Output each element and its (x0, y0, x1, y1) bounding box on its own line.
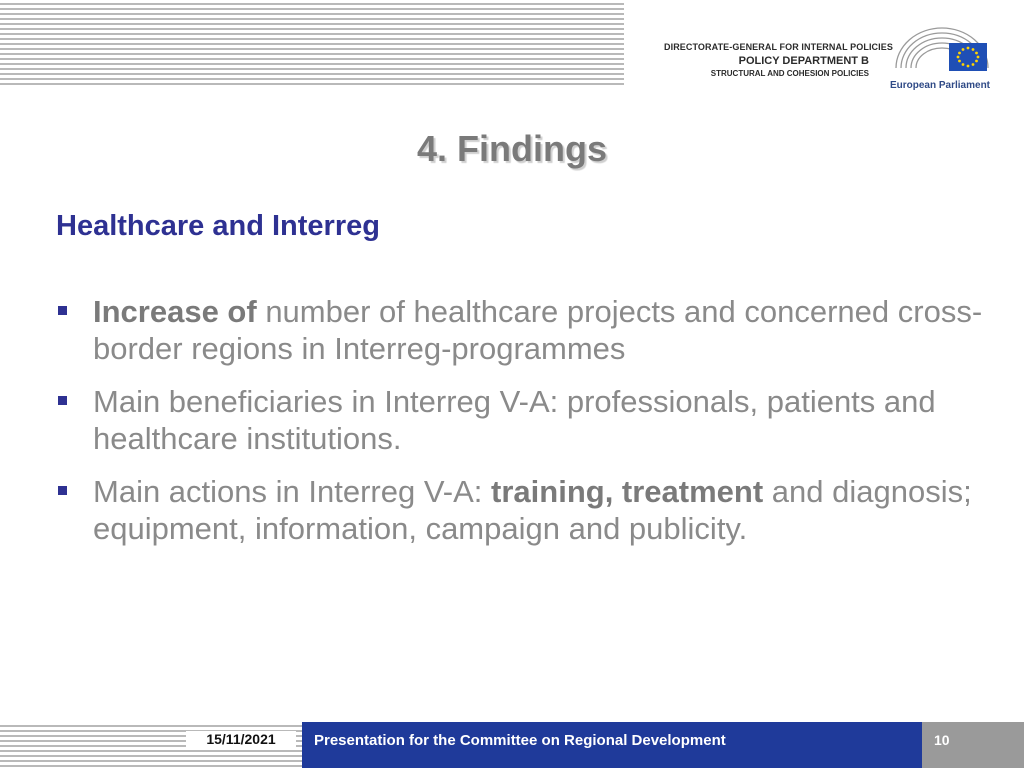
bullet-item (56, 293, 986, 367)
presentation-title: Presentation for the Committee on Regional Development (314, 732, 726, 749)
bullet-item (56, 473, 986, 547)
page-number: 10 (934, 732, 950, 748)
bullet-item (56, 383, 986, 457)
directorate-block (664, 42, 893, 78)
header-stripes (0, 0, 624, 86)
policy-department: POLICY DEPARTMENT B (738, 55, 869, 67)
bullet-square-icon (58, 306, 67, 315)
footer-bar (302, 722, 922, 768)
slide-title: 4. Findings (416, 128, 607, 169)
european-parliament-logo (888, 22, 992, 94)
bullet-text-suffix: and diagnosis; equipment, information, campaign and publicity. (93, 474, 972, 546)
bullet-text: number of healthcare projects and concerned cross-border regions in Interreg-programmes (93, 294, 983, 366)
directorate-name: DIRECTORATE-GENERAL FOR INTERNAL POLICIES (664, 42, 893, 52)
bullet-emphasis: training, treatment (491, 474, 764, 509)
slide-subtitle: Healthcare and Interreg (56, 210, 380, 242)
bullet-list (56, 293, 986, 563)
hemicycle-icon (892, 22, 992, 80)
bullet-emphasis: Increase of (93, 294, 257, 329)
footer-date: 15/11/2021 (186, 731, 296, 747)
bullet-square-icon (58, 396, 67, 405)
policy-area: STRUCTURAL AND COHESION POLICIES (710, 69, 869, 78)
logo-text: European Parliament (889, 80, 991, 91)
bullet-text-prefix: Main actions in Interreg V-A: (93, 474, 492, 509)
page-number-box (922, 722, 1024, 768)
bullet-square-icon (58, 486, 67, 495)
bullet-text: Main beneficiaries in Interreg V-A: professionals, patients and healthcare institutions. (93, 384, 936, 456)
